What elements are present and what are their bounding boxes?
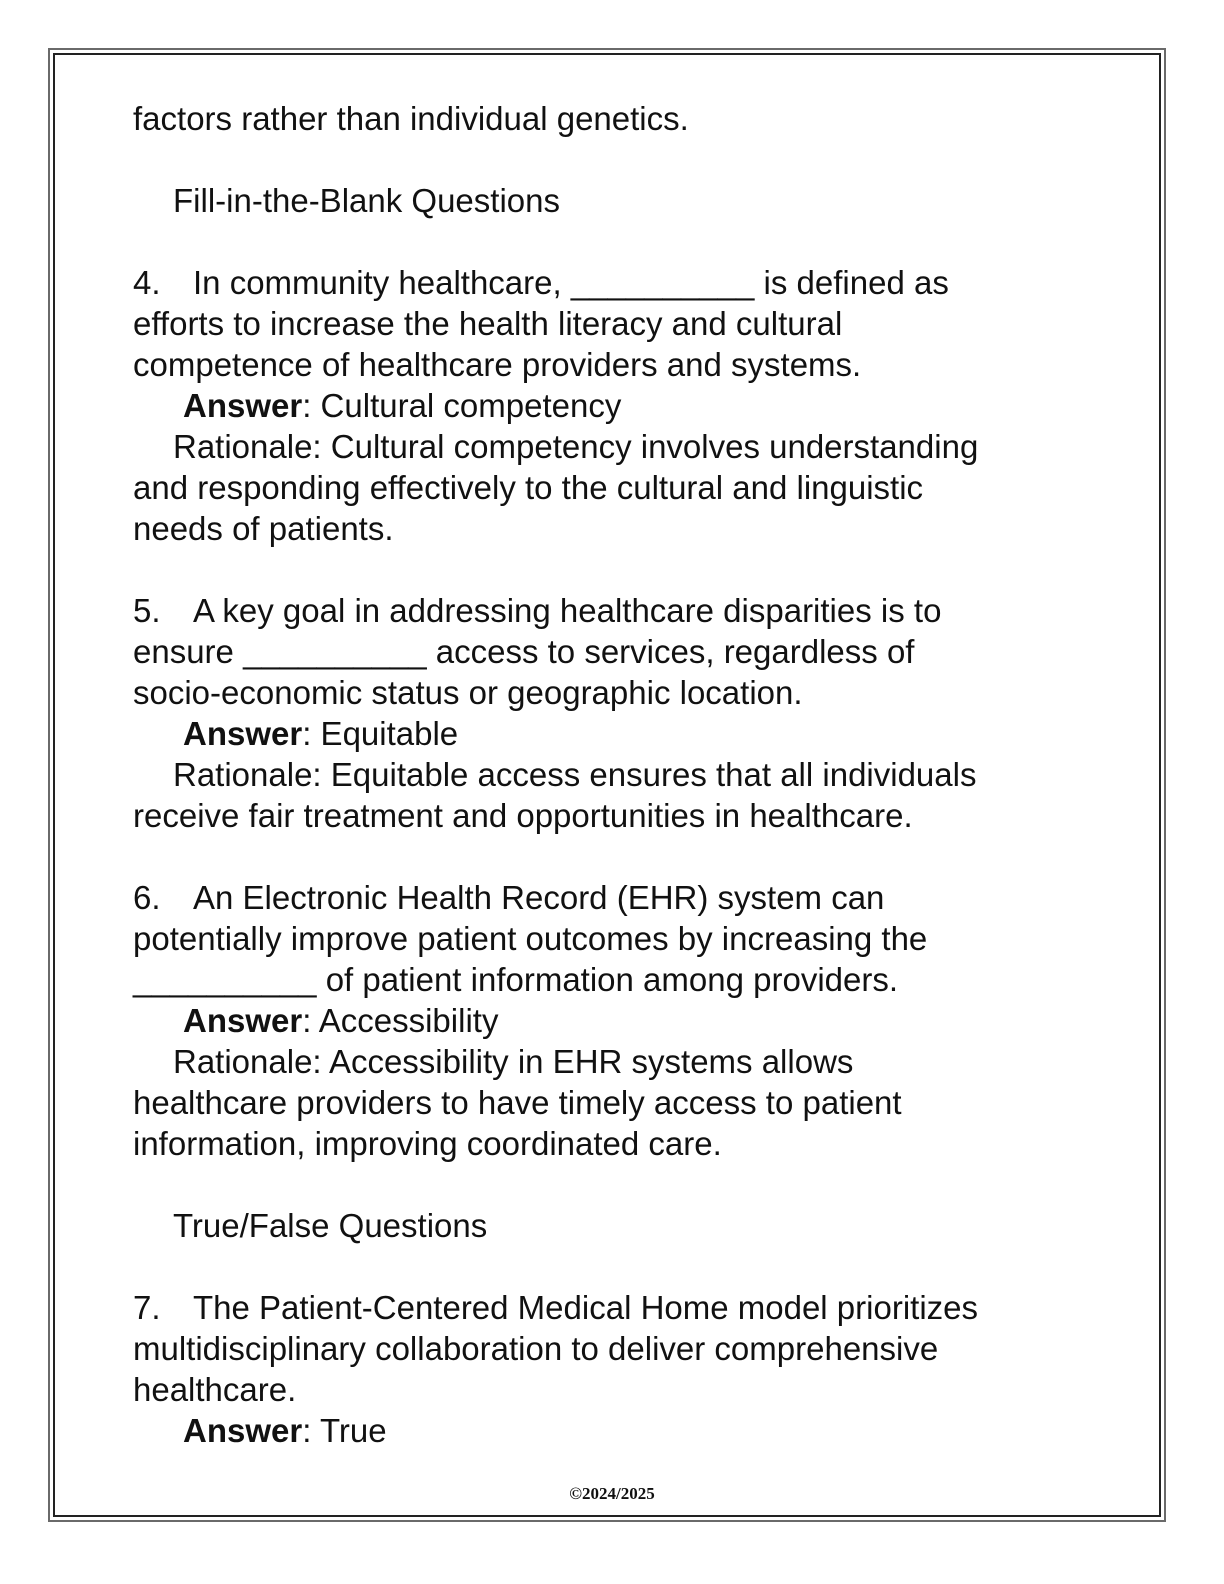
question-5-rationale-line-2: receive fair treatment and opportunities in healthcare. <box>133 797 913 834</box>
question-5-line-3: socio-economic status or geographic location. <box>133 674 803 711</box>
question-4-number: 4. <box>133 264 161 301</box>
question-4-line-1: 4. In community healthcare, __________ is defined as <box>133 264 949 301</box>
question-4-rationale-line-3: needs of patients. <box>133 510 394 547</box>
answer-label: Answer <box>183 715 303 752</box>
question-6-rationale-line-3: information, improving coordinated care. <box>133 1125 722 1162</box>
question-4-rationale-line-2: and responding effectively to the cultural and linguistic <box>133 469 924 506</box>
question-4-rationale-line-1: Rationale: Cultural competency involves understanding <box>173 428 979 465</box>
question-6-answer: Answer: Accessibility <box>183 1002 499 1039</box>
answer-label: Answer <box>183 1002 303 1039</box>
question-5-rationale-line-1: Rationale: Equitable access ensures that all individuals <box>173 756 977 793</box>
section-heading-fill-in-the-blank: Fill-in-the-Blank Questions <box>173 182 560 219</box>
intro-text: factors rather than individual genetics. <box>133 100 689 137</box>
question-6-line-1: 6. An Electronic Health Record (EHR) system can <box>133 879 885 916</box>
question-6-number: 6. <box>133 879 161 916</box>
question-6-line-2: potentially improve patient outcomes by increasing the <box>133 920 928 957</box>
question-5-line-1: 5. A key goal in addressing healthcare disparities is to <box>133 592 942 629</box>
answer-label: Answer <box>183 1412 303 1449</box>
question-4-line-3: competence of healthcare providers and systems. <box>133 346 862 383</box>
question-5-line-2: ensure __________ access to services, regardless of <box>133 633 915 670</box>
document-body <box>133 98 1093 1451</box>
question-5-answer: Answer: Equitable <box>183 715 459 752</box>
question-7-line-2: multidisciplinary collaboration to deliver comprehensive <box>133 1330 939 1367</box>
question-6-line-3: __________ of patient information among providers. <box>133 961 899 998</box>
question-5-number: 5. <box>133 592 161 629</box>
question-4-answer: Answer: Cultural competency <box>183 387 622 424</box>
section-heading-true-false: True/False Questions <box>173 1207 488 1244</box>
question-7-line-3: healthcare. <box>133 1371 297 1408</box>
question-7-number: 7. <box>133 1289 161 1326</box>
question-6-rationale-line-1: Rationale: Accessibility in EHR systems allows <box>173 1043 854 1080</box>
question-7-line-1: 7. The Patient-Centered Medical Home model prioritizes <box>133 1289 979 1326</box>
question-4-line-2: efforts to increase the health literacy and cultural <box>133 305 843 342</box>
answer-label: Answer <box>183 387 303 424</box>
copyright-footer: ©2024/2025 <box>569 1484 655 1503</box>
question-7-answer: Answer: True <box>183 1412 387 1449</box>
question-6-rationale-line-2: healthcare providers to have timely access to patient <box>133 1084 902 1121</box>
